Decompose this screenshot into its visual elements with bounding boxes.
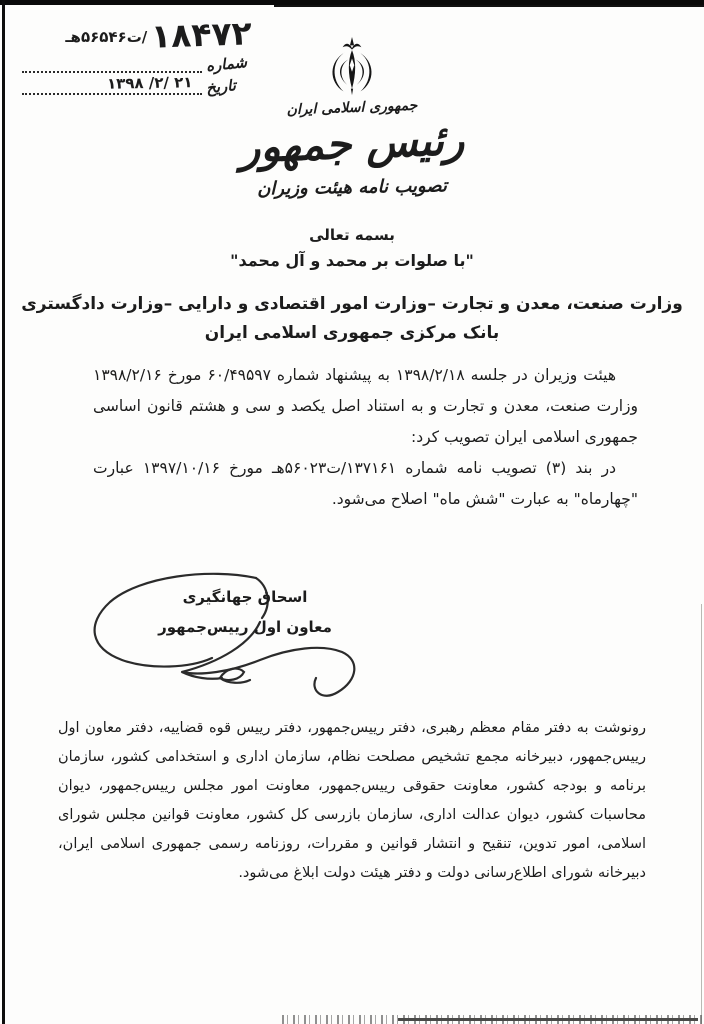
barcode-baseline — [398, 1018, 698, 1021]
signer-title: معاون اول رییس‌جمهور — [158, 618, 332, 636]
number-label: شماره — [205, 52, 248, 76]
signature-scribble-icon — [70, 560, 400, 725]
letterhead-office-calligraphy: رئیس جمهور — [238, 115, 465, 172]
decree-paragraph-2: در بند (۳) تصویب نامه شماره ۱۳۷۱۶۱/ت۵۶۰۲۳هـ مورخ ۱۳۹۷/۱۰/۱۶ عبارت "چهارماه" به عبارت "شش ماه" اصلاح می‌شود. — [93, 459, 638, 508]
distribution-footer — [58, 714, 646, 888]
addressees-block — [0, 294, 704, 343]
invocation-block — [0, 226, 704, 270]
decree-paragraph-1: هیئت وزیران در جلسه ۱۳۹۸/۲/۱۸ به پیشنهاد شماره ۶۰/۴۹۵۹۷ مورخ ۱۳۹۸/۲/۱۶ وزارت صنعت، معدن و تجارت و به استناد اصل یکصد و سی و هشتم قانون اساسی جمهوری اسلامی ایران تصویب کرد: — [93, 366, 638, 446]
letterhead — [0, 36, 704, 198]
handwritten-date: ۱۳۹۸ /۲/ ۲۱ — [106, 73, 193, 93]
scan-edge-top-2 — [274, 5, 704, 7]
letterhead-doc-type: تصویب نامه هیئت وزیران — [256, 175, 448, 200]
signer-name: اسحاق جهانگیری — [182, 588, 308, 606]
iran-emblem-icon — [323, 36, 381, 98]
printed-document-number-suffix: /ت۵۶۵۴۶هـ — [65, 28, 148, 46]
addressees-central-bank: بانک مرکزی جمهوری اسلامی ایران — [204, 323, 500, 343]
invocation-line-2: "با صلوات بر محمد و آل محمد" — [230, 251, 474, 270]
scan-edge-right — [701, 604, 702, 1024]
handwritten-document-number: ۱۸۴۷۲ — [150, 13, 253, 56]
signature-block — [70, 560, 400, 725]
decree-body — [93, 360, 638, 515]
letterhead-country: جمهوری اسلامی ایران — [286, 97, 418, 119]
addressees-ministries: وزارت صنعت، معدن و تجارت –وزارت امور اقتصادی و دارایی –وزارت دادگستری — [21, 294, 683, 314]
invocation-line-1: بسمه تعالی — [309, 226, 395, 244]
distribution-paragraph: رونوشت به دفتر مقام معظم رهبری، دفتر رییس‌جمهور، دفتر رییس قوه قضاییه، دفتر معاون اول رییس‌جمهور، دبیرخانه مجمع تشخیص مصلحت نظام، سازمان اداری و استخدامی کشور، سازمان برنامه و بودجه کشور، معاونت حقوقی رییس‌جمهور، معاونت امور مجلس رییس‌جمهور، دیوان محاسبات کشور، دیوان عدالت اداری، سازمان بازرسی کل کشور، معاونت قوانین مجلس شورای اسلامی، امور تدوین، تنقیح و انتشار قوانین و مقررات، روزنامه رسمی جمهوری اسلامی ایران، دبیرخانه شورای اطلاع‌رسانی دولت و دفتر هیئت دولت ابلاغ می‌شود. — [58, 720, 646, 881]
date-label: تاریخ — [205, 76, 237, 98]
